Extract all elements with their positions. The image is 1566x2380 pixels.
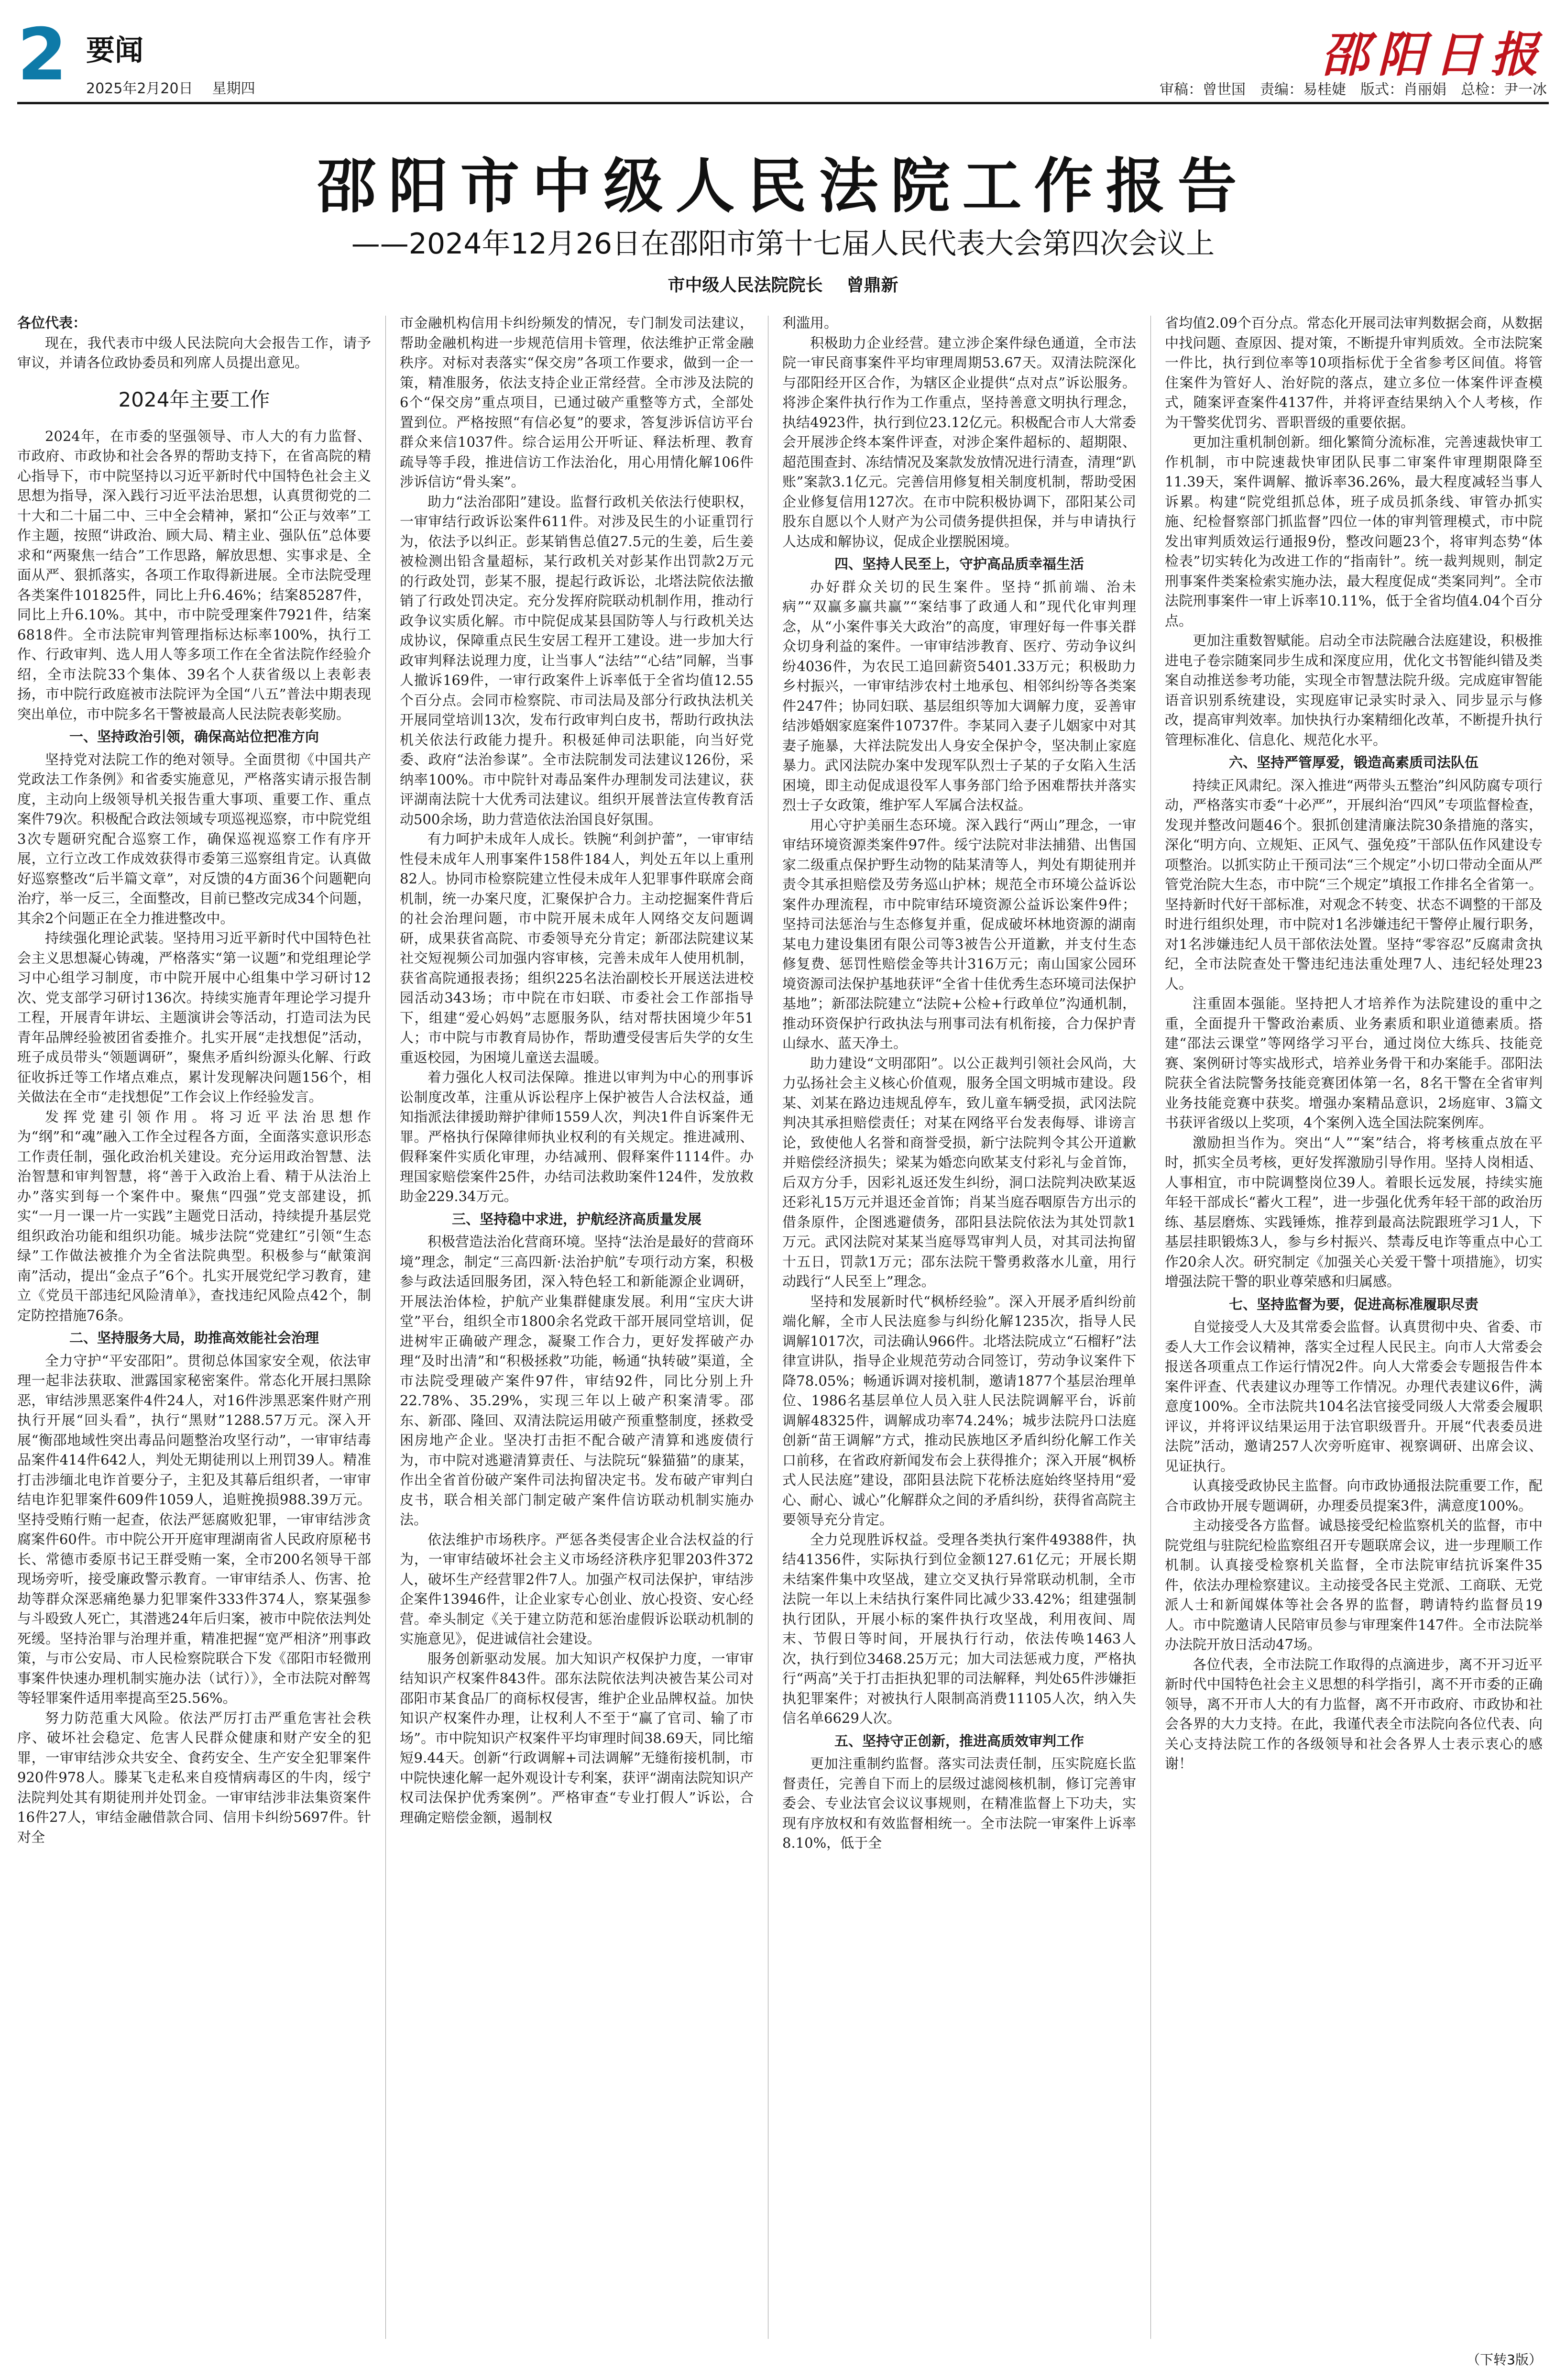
paragraph: 服务创新驱动发展。加大知识产权保护力度，一审审结知识产权案件843件。邵东法院依法判决被告某公司对邵阳市某食品厂的商标权侵害，维护企业品牌权益。加快知识产权案件办理，让权利人不至于“赢了官司、输了市场”。市中院知识产权案件平均审理时间38.69天，同比缩短9.44天。创新“行政调解+司法调解”无缝衔接机制，市中院快速化解一起外观设计专利案，获评“湖南法院知识产权司法保护优秀案例”。严格审查“专业打假人”诉讼，合理确定赔偿金额，遏制权 (400, 1650, 754, 1826)
paragraph: 发挥党建引领作用。将习近平法治思想作为“纲”和“魂”融入工作全过程各方面，全面落实意识形态工作责任制，强化政治机关建设。充分运用政治智慧、法治智慧和审判智慧，将“善于入政治上看、精于从法治上办”落实到每一个案件中。聚焦“四强”党支部建设，抓实“一月一课一片一实践”主题党日活动，持续提升基层党组织政治功能和组织功能。城步法院“党建红”引领“生态绿”工作做法被推介为全省法院典型。积极参与“献策润南”活动，提出“金点子”6个。扎实开展党纪学习教育，建立《党员干部违纪风险清单》，查找违纪风险点42个，制定防控措施76条。 (17, 1108, 371, 1323)
paragraph: 持续正风肃纪。深入推进“两带头五整治”纠风防腐专项行动，严格落实市委“十必严”，开展纠治“四风”专项监督检查，发现并整改问题46个。狠抓创建清廉法院30条措施的落实，深化“明方向、立规矩、正风气、强免疫”干部队伍作风建设专项整治。以抓实防止干预司法“三个规定”小切口带动全面从严管党治院大生态，市中院“三个规定”填报工作排名全省第一。坚持新时代好干部标准，对观念不转变、状态不调整的干部及时进行组织处理，市中院对1名涉嫌违纪干警停止履行职务，对1名涉嫌违纪人员干部依法处置。坚持“零容忍”反腐肃贪执纪，全市法院查处干警违纪违法重处理7人、违纪轻处理23人。 (1165, 777, 1543, 992)
paragraph: 各位代表，全市法院工作取得的点滴进步，离不开习近平新时代中国特色社会主义思想的科学指引，离不开市委的正确领导，离不开市人大的有力监督，离不开市政府、市政协和社会各界的大力支持。在此，我谨代表全市法院向各位代表、向关心支持法院工作的各级领导和社会各界人士表示衷心的感谢！ (1165, 1656, 1543, 1772)
paragraph: 注重固本强能。坚持把人才培养作为法院建设的重中之重，全面提升干警政治素质、业务素质和职业道德素质。搭建“邵法云课堂”等网络学习平台，通过岗位大练兵、技能竞赛、案例研讨等实战形式，培养业务骨干和办案能手。邵阳法院获全省法院警务技能竞赛团体第一名，8名干警在全省审判业务技能竞赛中获奖。增强办案精品意识，2场庭审、3篇文书获评省级以上奖项，4个案例入选全国法院案例库。 (1165, 995, 1543, 1131)
paragraph: 持续强化理论武装。坚持用习近平新时代中国特色社会主义思想凝心铸魂，严格落实“第一议题”和党组理论学习中心组学习制度，市中院开展中心组集中学习研讨12次、党支部学习研讨136次。持续实施青年理论学习提升工程，开展青年讲坛、主题演讲会等活动，打造司法为民青年品牌经验被团省委推介。扎实开展“走找想促”活动，班子成员带头“领题调研”，聚焦矛盾纠纷源头化解、行政征收拆迁等工作堵点难点，累计发现解决问题156个，相关做法在全市“走找想促”工作会议上作经验发言。 (17, 930, 371, 1105)
section-heading: 四、坚持人民至上，守护高品质幸福生活 (834, 556, 1084, 572)
column-3 (782, 313, 1136, 2346)
date-text: 2025年2月20日 (86, 80, 193, 97)
author-role: 市中级人民法院院长 (668, 275, 823, 295)
paragraph: 着力强化人权司法保障。推进以审判为中心的刑事诉讼制度改革，注重从诉讼程序上保护被告人合法权益，通知指派法律援助辩护律师1559人次，判决1件自诉案件无罪。严格执行保障律师执业权利的有关规定。推进减刑、假释案件实质化审理，办结减刑、假释案件1114件。办理国家赔偿案件25件，办结司法救助案件124件，发放救助金229.34万元。 (400, 1069, 754, 1204)
issue-date (86, 77, 274, 98)
paragraph: 有力呵护未成年人成长。铁腕“利剑护蕾”，一审审结性侵未成年人刑事案件158件184人，判处五年以上重刑82人。协同市检察院建立性侵未成年人犯罪事件联席会商机制，统一办案尺度，汇聚保护合力。主动挖掘案件背后的社会治理问题，市中院开展未成年人网络交友问题调研，成果获省高院、市委领导充分肯定；新邵法院建议某社交短视频公司加强内容审核，完善未成年人使用机制，获省高院通报表扬；组织225名法治副校长开展送法进校园活动343场；市中院在市妇联、市委社会工作部指导下，组建“爱心妈妈”志愿服务队，结对帮扶困境少年51人；市中院与市教育局协作，帮助遭受侵害后失学的女生重返校园，为困境儿童送去温暖。 (400, 831, 754, 1066)
article-title: 邵阳市中级人民法院工作报告 (317, 152, 1249, 221)
paragraph: 依法维护市场秩序。严惩各类侵害企业合法权益的行为，一审审结破坏社会主义市场经济秩序犯罪203件372人，破坏生产经营罪2件7人。加强产权司法保护，审结涉企案件13946件，让企业家专心创业、放心投资、安心经营。牵头制定《关于建立防范和惩治虚假诉讼联动机制的实施意见》，促进诚信社会建设。 (400, 1531, 754, 1647)
section-heading-main: 2024年主要工作 (118, 387, 270, 411)
paragraph: 自觉接受人大及其常委会监督。认真贯彻中央、省委、市委人大工作会议精神，落实全过程人民民主。向市人大常委会报送各项重点工作运行情况2件。向人大常委会专题报告件本案件评查、代表建议办理等工作情况。办理代表建议6件，满意度100%。全市法院共104名法官接受同级人大常委会履职评议，并将评议结果运用于法官职级晋升。开展“代表委员进法院”活动，邀请257人次旁听庭审、视察调研、出席会议、见证执行。 (1165, 1319, 1543, 1474)
salutation: 各位代表： (17, 315, 87, 331)
paragraph: 省均值2.09个百分点。常态化开展司法审判数据会商，从数据中找问题、查原因、提对策，不断提升审判质效。全市法院案一件比，执行到位率等10项指标优于全省参考区间值。将管住案件为管好人、治好院的落点，建立多位一体案件评查模式，随案评查案件4137件，并将评查结果纳入个人考核，作为干警奖优罚劣、晋职晋级的重要依据。 (1165, 315, 1543, 430)
section-heading: 一、坚持政治引领，确保高站位把准方向 (69, 728, 319, 745)
article-subtitle: ——2024年12月26日在邵阳市第十七届人民代表大会第四次会议上 (351, 227, 1215, 261)
paragraph: 现在，我代表市中级人民法院向大会报告工作，请予审议，并请各位政协委员和列席人员提出意见。 (17, 334, 371, 371)
paragraph: 利滥用。 (782, 315, 838, 331)
newspaper-logo: 邵阳日报 (1321, 26, 1547, 83)
paragraph: 积极营造法治化营商环境。坚持“法治是最好的营商环境”理念，制定“三高四新·法治护航”专项行动方案，积极参与政法适回服务团，深入特色轻工和新能源企业调研，开展法治体检，护航产业集群健康发展。利用“宝庆大讲堂”平台，组织全市1800余名党政干部开展同堂培训，促进树牢正确破产理念，凝聚工作合力，更好发挥破产办理“及时出清”和“积极拯救”功能，畅通“执转破”渠道，全市法院受理破产案件97件，审结92件，同比分别上升22.78%、35.29%，实现三年以上破产积案清零。邵东、新邵、隆回、双清法院运用破产预重整制度，拯救受困房地产企业。坚决打击拒不配合破产清算和逃废债行为，市中院对逃避清算责任、与法院玩“躲猫猫”的康某，作出全省首份破产案件司法拘留决定书。发布破产审判白皮书，联合相关部门制定破产案件信访联动机制实施办法。 (400, 1234, 754, 1528)
section-name: 要闻 (86, 34, 143, 67)
paragraph: 坚持党对法院工作的绝对领导。全面贯彻《中国共产党政法工作条例》和省委实施意见，严格落实请示报告制度，主动向上级领导机关报告重大事项、重要工作、重点案件79次。积极配合政法领域专项巡视巡察，市中院党组3次专题研究配合巡察工作，确保巡视巡察工作有序开展，立行立改工作成效获得市委第三巡察组肯定。认真做好巡察整改“后半篇文章”，对反馈的4方面36个问题靶向治疗，举一反三，全面整改，目前已整改完成34个问题，其余2个问题正在全力推进整改中。 (17, 751, 371, 926)
column-1 (17, 313, 371, 2346)
paragraph: 市金融机构信用卡纠纷频发的情况，专门制发司法建议，帮助金融机构进一步规范信用卡管理，依法维护正常金融秩序。对标对表落实“保交房”各项工作要求，做到一企一策，精准服务，依法支持企业正常经营。全市涉及法院的6个“保交房”重点项目，已通过破产重整等方式，全部处置到位。严格按照“有信必复”的要求，答复涉诉信访平台群众来信1037件。综合运用公开听证、释法析理、教育疏导等手段，推进信访工作法治化，用心用情化解106件涉诉信访“骨头案”。 (400, 315, 754, 490)
section-heading: 六、坚持严管厚爱，锻造高素质司法队伍 (1228, 754, 1478, 771)
paragraph: 2024年，在市委的坚强领导、市人大的有力监督、市政府、市政协和社会各界的帮助支持下，在省高院的精心指导下，市中院坚持以习近平新时代中国特色社会主义思想为指导，深入践行习近平法治思想，认真贯彻党的二十大和二十届二中、三中全会精神，紧扣“公正与效率”工作主题，按照“讲政治、顾大局、精主业、强队伍”总体要求和“两聚焦一结合”工作思路，解放思想、实事求是、全面从严、狠抓落实，各项工作取得新进展。全市法院受理各类案件101825件，同比上升6.46%；结案85287件，同比上升6.10%。其中，市中院受理案件7921件，结案6818件。全市法院审判管理指标达标率100%，执行工作、行政审判、选人用人等多项工作在全省法院作经验介绍，全市法院33个集体、39名个人获省级以上表彰表扬，市中院行政庭被市法院评为全国“八五”普法中期表现突出单位，市中院多名干警被最高人民法院表彰奖励。 (17, 428, 371, 722)
section-heading: 七、坚持监督为要，促进高标准履职尽责 (1228, 1296, 1478, 1312)
author-name: 曾鼎新 (846, 275, 898, 295)
continued-note: （下转3版） (1467, 2352, 1542, 2368)
section-heading: 五、坚持守正创新，推进高质效审判工作 (834, 1732, 1084, 1749)
column-2 (400, 313, 754, 2346)
paragraph: 更加注重数智赋能。启动全市法院融合法庭建设，积极推进电子卷宗随案同步生成和深度应用，优化文书智能纠错及类案自动推送参考功能，实现全市智慧法院升级。完成庭审智能语音识别系统建设，实现庭审记录实时录入、同步显示与修改，提高审判效率。加快执行办案精细化改革，不断提升执行管理标准化、信息化、规范化水平。 (1165, 632, 1543, 748)
paragraph: 积极助力企业经营。建立涉企案件绿色通道，全市法院一审民商事案件平均审理周期53.67天。双清法院深化与邵阳经开区合作，为辖区企业提供“点对点”诉讼服务。将涉企案件执行作为工作重点，坚持善意文明执行理念，执结4923件，执行到位23.12亿元。积极配合市人大常委会开展涉企终本案件评查，对涉企案件超标的、超期限、超范围查封、冻结情况及案款发放情况进行清查，清理“趴账”案款3.1亿元。完善信用修复相关制度机制，帮助受困企业修复信用127次。在市中院积极协调下，邵阳某公司股东自愿以个人财产为公司债务提供担保，并与申请执行人达成和解协议，促成企业摆脱困境。 (782, 334, 1136, 550)
weekday-text: 星期四 (212, 80, 255, 97)
paragraph: 更加注重制约监督。落实司法责任制，压实院庭长监督责任，完善自下而上的层级过滤阅核机制，修订完善审委会、专业法官会议议事规则，在精准监督上下功夫，实现有序放权和有效监督相统一。全市法院一审案件上诉率8.10%，低于全 (782, 1755, 1136, 1851)
masthead-rule (17, 102, 1549, 104)
paragraph: 激励担当作为。突出“人”“案”结合，将考核重点放在平时，抓实全员考核，更好发挥激励引导作用。坚持人岗相适、人事相宜，市中院调整岗位39人。着眼长远发展，持续实施年轻干部成长“蓄火工程”，进一步强化优秀年轻干部的政治历练、基层磨炼、实践锤炼，推荐到最高法院跟班学习1人，下基层挂职锻炼3人，参与乡村振兴、禁毒反电诈等重点中心工作20余人次。研究制定《加强关心关爱干警十项措施》，切实增强法院干警的职业尊荣感和归属感。 (1165, 1134, 1543, 1289)
paragraph: 全力兑现胜诉权益。受理各类执行案件49388件，执结41356件，实际执行到位金额127.61亿元；开展长期未结案件集中攻坚战，建立交叉执行异常联动机制，全市法院一年以上未结执行案件同比减少33.42%；组建强制执行团队，开展小标的案件执行攻坚战，利用夜间、周末、节假日等时间，开展执行行动，依法传唤1463人次，执行到位3468.25万元；加大司法惩戒力度，严格执行“两高”关于打击拒执犯罪的司法解释，判处65件涉嫌拒执犯罪案件；对被执行人限制高消费11105人次，纳入失信名单6629人次。 (782, 1531, 1136, 1726)
column-divider (385, 316, 386, 2339)
byline (0, 272, 1566, 296)
paragraph: 助力“法治邵阳”建设。监督行政机关依法行使职权，一审审结行政诉讼案件611件。对涉及民生的小证重罚行为，依法予以纠正。彭某销售总值27.5元的生姜，后生姜被检测出铅含量超标，某行政机关对彭某作出罚款2万元的行政处罚，彭某不服，提起行政诉讼，北塔法院依法撤销了行政处罚决定。充分发挥府院联动机制作用，推动行政争议实质化解。市中院促成某县国防等人与行政机关达成协议，保障重点民生安居工程开工建设。进一步加大行政审判释法说理力度，让当事人“法结”“心结”同解，当事人撤诉169件，一审行政案件上诉率低于全省均值12.55个百分点。会同市检察院、市司法局及部分行政执法机关开展同堂培训13次，发布行政审判白皮书，帮助行政执法机关依法行政能力提升。积极延伸司法职能，向当好党委、政府“法治参谋”。全市法院制发司法建议126份，采纳率100%。市中院针对毒品案件办理制发司法建议，获评湖南法院十大优秀司法建议。组织开展普法宣传教育活动500余场，助力营造依法治国良好氛围。 (400, 493, 754, 827)
paragraph: 更加注重机制创新。细化繁简分流标准，完善速裁快审工作机制，市中院速裁快审团队民事二审案件审理期限降至11.39天，案件调解、撤诉率36.26%，最大程度减轻当事人诉累。构建“院党组抓总体，班子成员抓条线、审管办抓实施、纪检督察部门抓监督”四位一体的审判管理模式，市中院发出审判质效运行通报9份，整改问题23个，将审判态势“体检表”切实转化为改进工作的“指南针”。统一裁判规则，制定刑事案件类案检索实施办法，最大程度促成“类案同判”。全市法院刑事案件一审上诉率10.11%，低于全省均值4.04个百分点。 (1165, 434, 1543, 629)
paragraph: 全力守护“平安邵阳”。贯彻总体国家安全观，依法审理一起非法获取、泄露国家秘密案件。常态化开展扫黑除恶，审结涉黑恶案件4件24人，对16件涉黑恶案件财产刑执行开展“回头看”，执行“黑财”1288.57万元。深入开展“衡邵地域性突出毒品问题整治攻坚行动”，一审审结毒品案件414件642人，判处无期徒刑以上刑罚39人。精准打击涉缅北电诈首要分子，主犯及其幕后组织者，一审审结电诈犯罪案件609件1059人，追赃挽损988.39万元。坚持受贿行贿一起查，依法严惩腐败犯罪，一审审结涉贪腐案件60件。市中院公开开庭审理湖南省人民政府原秘书长、常德市委原书记王群受贿一案，全市200名领导干部现场旁听，接受廉政警示教育。一审审结杀人、伤害、抢劫等群众深恶痛绝暴力犯罪案件333件374人，察某强参与斗殴致人死亡，其潜逃24年后归案，被市中院依法判处死缓。坚持治罪与治理并重，精准把握“宽严相济”刑事政策，与市公安局、市人民检察院联合下发《邵阳市轻微刑事案件快速办理机制实施办法（试行）》，全市法院对醉驾等轻罪案件适用率提高至25.56%。 (17, 1352, 371, 1706)
paragraph: 努力防范重大风险。依法严厉打击严重危害社会秩序、破坏社会稳定、危害人民群众健康和财产安全的犯罪，一审审结涉众共安全、食药安全、生产安全犯罪案件920件978人。滕某飞走私来自疫情病毒区的牛肉，绥宁法院判处其有期徒刑并处罚金。一审审结涉非法集资案件16件27人，审结金融借款合同、信用卡纠纷5697件。针对全 (17, 1709, 371, 1845)
paragraph: 办好群众关切的民生案件。坚持“抓前端、治未病”“双赢多赢共赢”“案结事了政通人和”现代化审判理念，从“小案件事关大政治”的高度，审理好每一件事关群众切身利益的案件。一审审结涉教育、医疗、劳动争议纠纷4036件，为农民工追回薪资5401.33万元；积极助力乡村振兴，一审审结涉农村土地承包、相邻纠纷等各类案件247件；协同妇联、基层组织等加大调解力度，妥善审结涉婚姻家庭案件10737件。李某同入妻子儿姻家中对其妻子施暴，大祥法院发出人身安全保护令，坚决制止家庭暴力。武冈法院办案中发现军队烈士子某的子女陷入生活困境，即主动促成退役军人事务部门给予困难帮扶并落实烈士子女政策，维护军人军属合法权益。 (782, 578, 1136, 813)
paragraph: 用心守护美丽生态环境。深入践行“两山”理念，一审审结环境资源类案件97件。绥宁法院对非法捕猎、出售国家二级重点保护野生动物的陆某清等人，判处有期徒刑并责令其承担赔偿及劳务巡山护林；规范全市环境公益诉讼案件办理流程，市中院审结环境资源公益诉讼案件9件；坚持司法惩治与生态修复并重，促成破坏林地资源的湖南某电力建设集团有限公司等3被告公开道歉，并支付生态修复费、惩罚性赔偿金等共计316万元；南山国家公园环境资源司法保护基地获评“全省十佳优秀生态环境司法保护基地”；新邵法院建立“法院+公检+行政单位”沟通机制，推动环资保护行政执法与刑事司法有机衔接，合力保护青山绿水、蓝天净土。 (782, 816, 1136, 1051)
section-heading: 三、坚持稳中求进，护航经济高质量发展 (451, 1211, 701, 1227)
section-heading: 二、坚持服务大局，助推高效能社会治理 (69, 1330, 319, 1346)
editor-credits: 审稿：曾世国 责编：易桂婕 版式：肖丽娟 总检：尹一冰 (1160, 81, 1547, 98)
paragraph: 助力建设“文明邵阳”。以公正裁判引领社会风尚，大力弘扬社会主义核心价值观，服务全国文明城市建设。段某、刘某在路边违规乱停车，致儿童车辆受损，武冈法院判决其承担赔偿责任；对某在网络平台发表侮辱、诽谤言论，致使他人名誉和商誉受损，新宁法院判令其公开道歉并赔偿经济损失；梁某为婚恋向欧某支付彩礼与金首饰，后双方分手，因彩礼返还发生纠纷，洞口法院判决欧某返还彩礼15万元并退还金首饰；肖某当庭吞咽原告方出示的借条原件，企图逃避债务，邵阳县法院依法为其处罚款1万元。武冈法院对某某当庭辱骂审判人员，对其司法拘留十五日，罚款1万元；邵东法院干警勇救落水儿童，用行动践行“人民至上”理念。 (782, 1055, 1136, 1289)
column-4 (1165, 313, 1543, 2346)
paragraph: 主动接受各方监督。诚恳接受纪检监察机关的监督，市中院党组与驻院纪检监察组召开专题联席会议，进一步理顺工作机制。认真接受检察机关监督，全市法院审结抗诉案件35件，依法办理检察建议。主动接受各民主党派、工商联、无党派人士和新闻媒体等社会各界的监督，聘请特约监督员19人。市中院邀请人民陪审员参与审理案件147件。全市法院举办法院开放日活动47场。 (1165, 1517, 1543, 1653)
paragraph: 坚持和发展新时代“枫桥经验”。深入开展矛盾纠纷前端化解，全市人民法庭参与纠纷化解1235次，指导人民调解1017次，司法确认966件。北塔法院成立“石榴籽”法律宣讲队，指导企业规范劳动合同签订，劳动争议案件下降78.05%；畅通诉调对接机制，邀请1877个基层治理单位、1986名基层单位人员入驻人民法院调解平台，诉前调解48325件，调解成功率74.24%；城步法院丹口法庭创新“苗王调解”方式，推动民族地区矛盾纠纷化解工作关口前移，在省政府新闻发布会上获得推介；深入开展“枫桥式人民法庭”建设，邵阳县法院下花桥法庭始终坚持用“爱心、耐心、诚心”化解群众之间的矛盾纠纷，获得省高院主要领导充分肯定。 (782, 1293, 1136, 1528)
column-divider (1150, 316, 1151, 2339)
paragraph: 认真接受政协民主监督。向市政协通报法院重要工作，配合市政协开展专题调研，办理委员提案3件，满意度100%。 (1165, 1477, 1543, 1514)
page-number: 2 (17, 13, 67, 97)
